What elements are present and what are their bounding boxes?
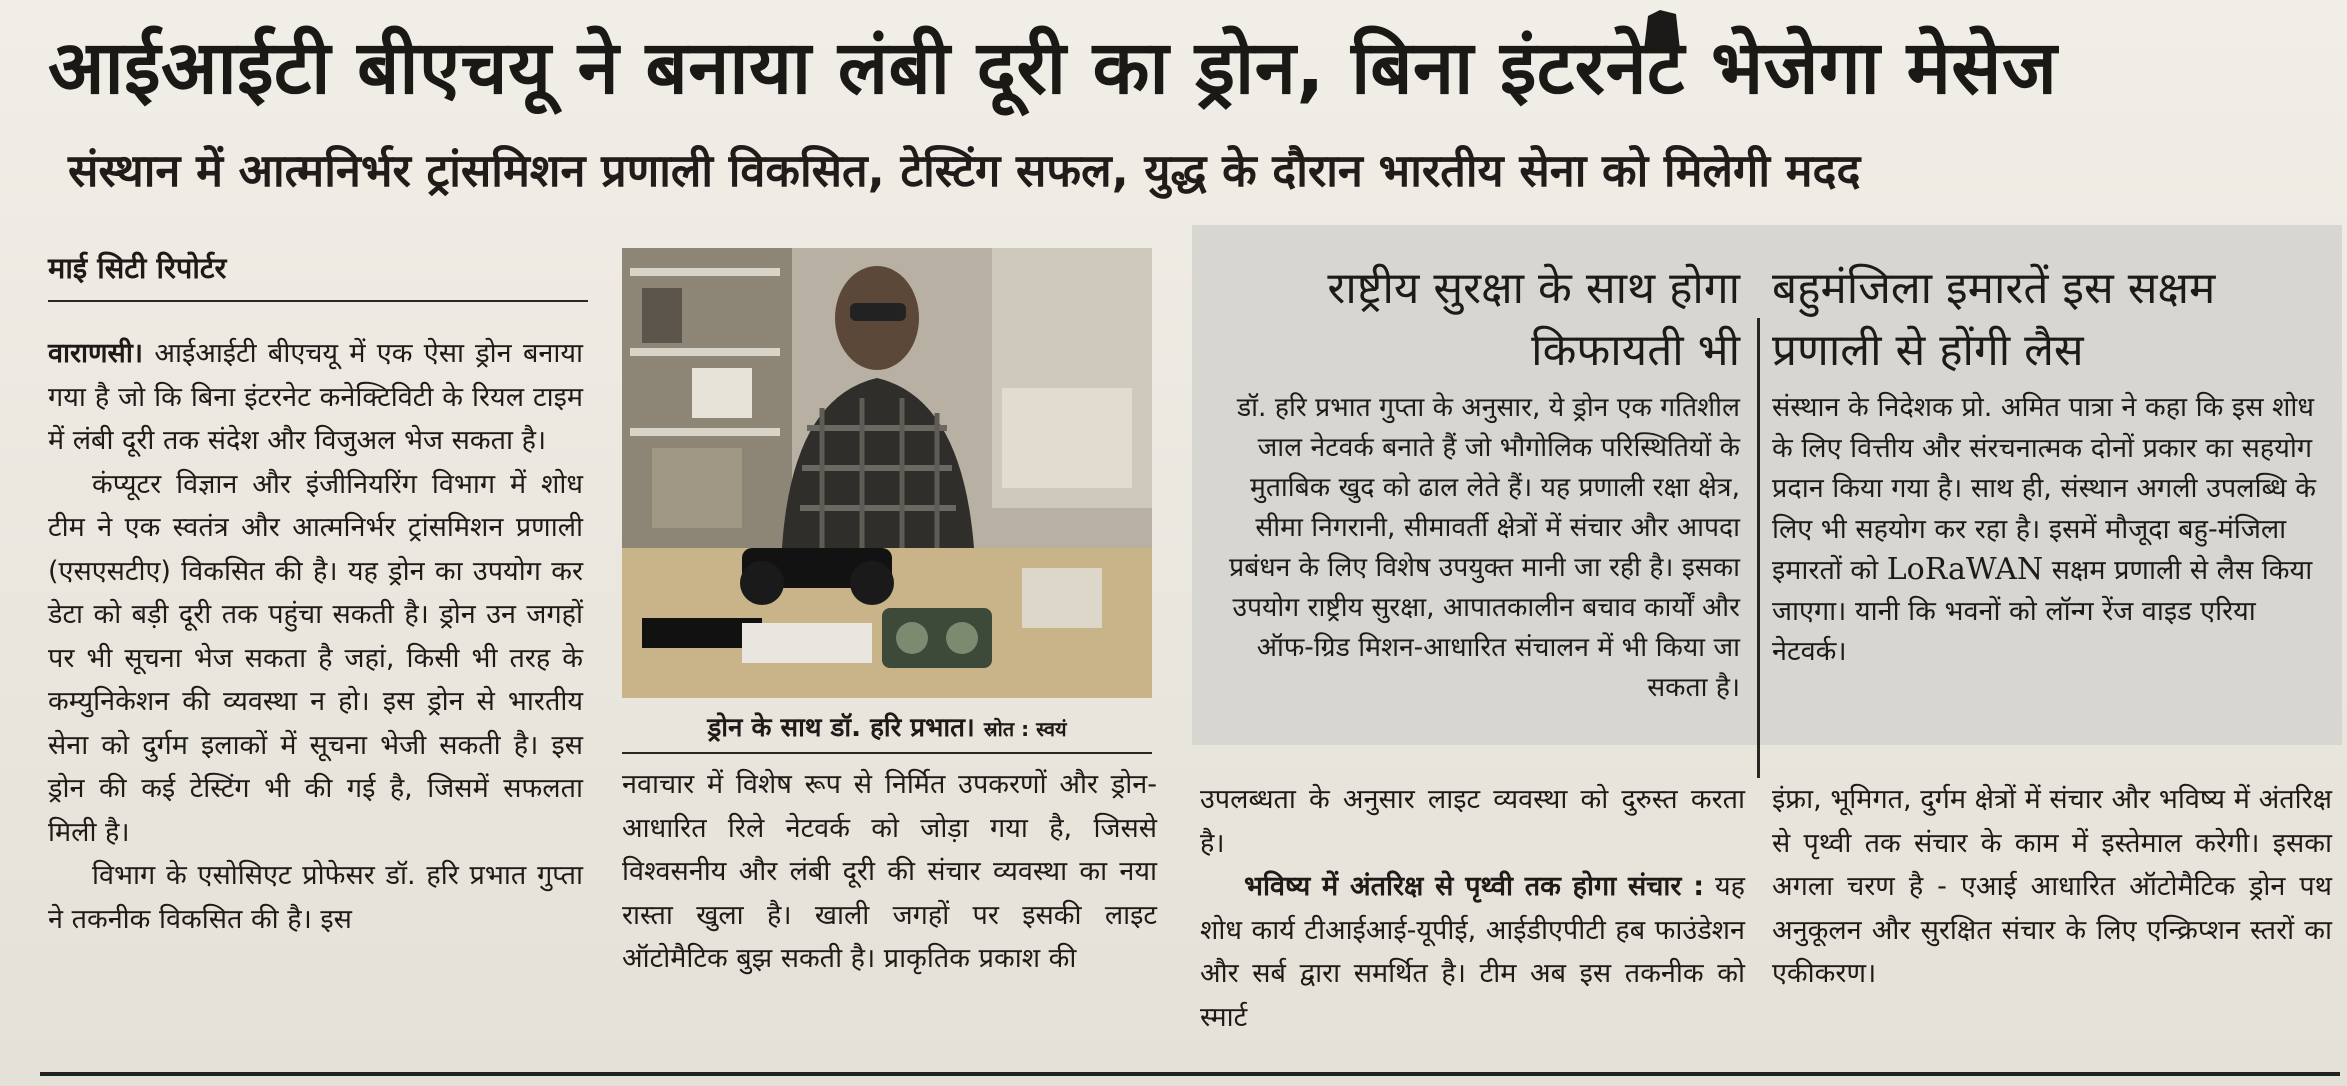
box-right-text-a: संस्थान के निदेशक प्रो. अमित पात्रा ने कहा कि इस शोध के लिए वित्तीय और संरचनात्मक दोनों प्रकार का सहयोग प्रदान किया गया है। साथ ही, संस्थान अगली उपलब्धि के लिए भी सहयोग कर रहा है। इसमें मौजूदा बहु-मंजिला इमारतों को [1772, 392, 2316, 586]
article-photo [622, 248, 1152, 698]
caption-text: ड्रोन के साथ डॉ. हरि प्रभात। [707, 713, 975, 743]
box-left-body: डॉ. हरि प्रभात गुप्ता के अनुसार, ये ड्रोन एक गतिशील जाल नेटवर्क बनाते हैं जो भौगोलिक परिस्थितियों के मुताबिक खुद को ढाल लेते हैं। यह प्रणाली रक्षा क्षेत्र, सीमा निगरानी, सीमावर्ती क्षेत्रों में संचार और आपदा प्रबंधन के लिए विशेष उपयुक्त मानी जा रही है। इसका उपयोग राष्ट्रीय सुरक्षा, आपातकालीन बचाव कार्यों और ऑफ-ग्रिड मिशन-आधारित संचालन में भी किया जा सकता है। [1229, 392, 1740, 703]
col1-paragraph-2: कंप्यूटर विज्ञान और इंजीनियरिंग विभाग में शोध टीम ने एक स्वतंत्र और आत्मनिर्भर ट्रांसमिशन प्रणाली (एसएसटीए) विकसित की है। यह ड्रोन का उपयोग कर डेटा को बड़ी दूरी तक पहुंचा सकती है। ड्रोन उन जगहों पर भी सूचना भेज सकता है जहां, किसी भी तरह के कम्युनिकेशन की व्यवस्था न हो। इस ड्रोन से भारतीय सेना को दुर्गम इलाकों में सूचना भेजी सकती है। इस ड्रोन की कई टेस्टिंग भी की गई है, जिसमें सफलता मिली है। [48, 468, 583, 848]
drone-photo-image [622, 248, 1152, 698]
subheadline: संस्थान में आत्मनिर्भर ट्रांसमिशन प्रणाली विकसित, टेस्टिंग सफल, युद्ध के दौरान भारतीय सेना को मिलेगी मदद [68, 144, 1861, 197]
col1-paragraph-3: विभाग के एसोसिएट प्रोफेसर डॉ. हरि प्रभात गुप्ता ने तकनीक विकसित की है। इस [48, 860, 583, 935]
column-2 [622, 763, 1157, 981]
col4-paragraph-1: इंफ्रा, भूमिगत, दुर्गम क्षेत्रों में संचार और भविष्य में अंतरिक्ष से पृथ्वी तक संचार के काम में इस्तेमाल करेगी। इसका अगला चरण है - एआई आधारित ऑटोमैटिक ड्रोन पथ अनुकूलन और सुरक्षित संचार के लिए एन्क्रिप्शन स्तरों का एकीकरण। [1772, 784, 2332, 989]
photo-caption [622, 708, 1152, 744]
headline: आईआईटी बीएचयू ने बनाया लंबी दूरी का ड्रोन, बिना इंटरनेट भेजेगा मेसेज [48, 25, 2058, 111]
dateline: वाराणसी। [48, 338, 144, 369]
box-right-heading: बहुमंजिला इमारतें इस सक्षम प्रणाली से होंगी लैस [1772, 263, 2216, 376]
bottom-rule [40, 1072, 2340, 1076]
box-divider [1757, 318, 1760, 778]
photo-source: स्रोत : स्वयं [983, 717, 1067, 741]
box-left-heading: राष्ट्रीय सुरक्षा के साथ होगा किफायती भी [1327, 263, 1740, 376]
box-right-body [1772, 388, 2327, 673]
col3-paragraph-1: उपलब्धता के अनुसार लाइट व्यवस्था को दुरुस्त करता है। [1200, 784, 1745, 859]
future-subhead: भविष्य में अंतरिक्ष से पृथ्वी तक होगा संचार : [1244, 871, 1705, 902]
col3-paragraph-2: यह शोध कार्य टीआईआई-यूपीई, आईडीएपीटी हब फाउंडेशन और सर्ब द्वारा समर्थित है। टीम अब इस तकनीक को स्मार्ट [1200, 871, 1745, 1033]
lorawan-term: LoRaWAN [1886, 552, 2044, 587]
byline-rule [48, 300, 588, 302]
column-3 [1200, 778, 1745, 1039]
column-4 [1772, 778, 2332, 996]
box-right-text-b: सक्षम प्रणाली से लैस किया जाएगा। यानी कि भवनों को लॉन्ग रेंज वाइड एरिया नेटवर्क। [1772, 555, 2313, 667]
column-1 [48, 332, 583, 941]
caption-rule [622, 752, 1152, 754]
col2-paragraph-1: नवाचार में विशेष रूप से निर्मित उपकरणों और ड्रोन-आधारित रिले नेटवर्क को जोड़ा गया है, जिससे विश्वसनीय और लंबी दूरी की संचार व्यवस्था का नया रास्ता खुला है। खाली जगहों पर इसकी लाइट ऑटोमैटिक बुझ सकती है। प्राकृतिक प्रकाश की [622, 769, 1157, 974]
byline: माई सिटी रिपोर्टर [48, 251, 227, 285]
col1-paragraph-1: आईआईटी बीएचयू में एक ऐसा ड्रोन बनाया गया है जो कि बिना इंटरनेट कनेक्टिविटी के रियल टाइम में लंबी दूरी तक संदेश और विजुअल भेज सकता है। [48, 338, 583, 456]
